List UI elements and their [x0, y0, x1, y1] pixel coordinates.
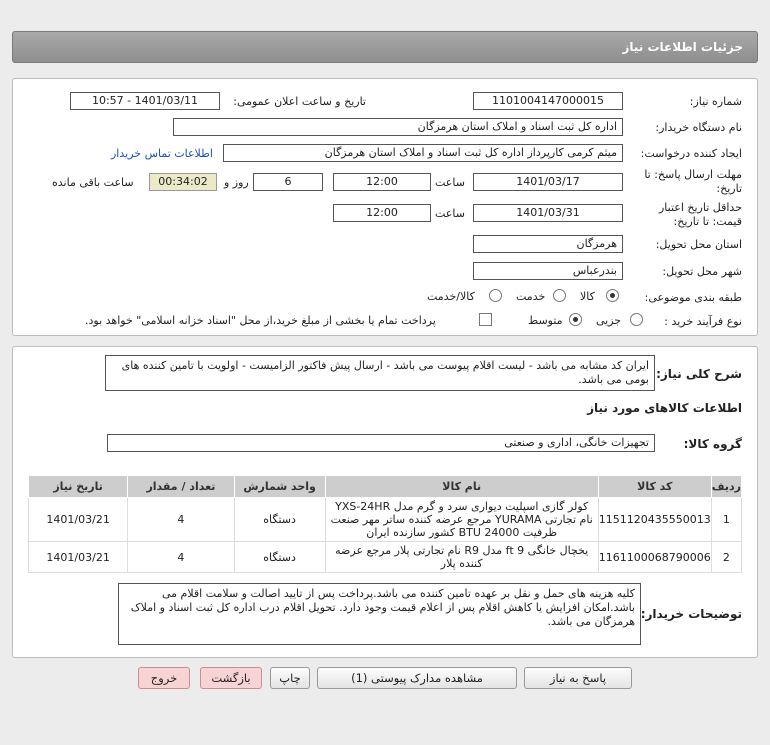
cell-qty: 4: [128, 498, 234, 542]
days-label: روز و: [224, 176, 249, 189]
remaining-label: ساعت باقی مانده: [52, 176, 134, 189]
col-name: نام کالا: [325, 476, 598, 498]
col-code: کد کالا: [598, 476, 711, 498]
process-label: نوع فرآیند خرید :: [664, 315, 742, 328]
days-field: 6: [253, 173, 323, 191]
exit-button[interactable]: خروج: [138, 667, 190, 689]
col-date: تاریخ نیاز: [29, 476, 128, 498]
print-button[interactable]: چاپ: [270, 667, 310, 689]
province-label: استان محل تحویل:: [655, 238, 742, 251]
category-radio-goods-service[interactable]: [489, 289, 502, 302]
category-service-label: خدمت: [516, 290, 546, 303]
buyer-notes-field: کلیه هزینه های حمل و نقل بر عهده تامین کننده می باشد.پرداخت پس از تایید اصالت و سلامت اقلام می باشد.امکان افزایش یا کاهش اقلام پس از اعلام قیمت وجود دارد. تحویل اقلام درب اداره کل ثبت اسناد و املاک هرمزگان می باشد.: [118, 583, 641, 645]
buyer-field: اداره کل ثبت اسناد و املاک استان هرمزگان: [173, 118, 623, 136]
buyer-label: نام دستگاه خریدار:: [655, 121, 742, 134]
need-number-label: شماره نیاز:: [689, 95, 742, 108]
process-minor-label: جزیی: [596, 314, 622, 327]
announce-field: 1401/03/11 - 10:57: [70, 92, 220, 110]
general-desc-label: شرح کلی نیاز:: [656, 367, 742, 381]
cell-qty: 4: [128, 542, 234, 573]
category-goods-service-label: کالا/خدمت: [427, 290, 475, 303]
category-radio-service[interactable]: [553, 289, 566, 302]
validity-label: حداقل تاریخ اعتبار: [658, 201, 742, 214]
category-radio-goods[interactable]: [606, 289, 619, 302]
treasury-payment-checkbox[interactable]: [479, 313, 492, 326]
city-field: بندرعباس: [473, 262, 623, 280]
view-attachments-button[interactable]: مشاهده مدارک پیوستی (1): [317, 667, 517, 689]
deadline-label-2: تاریخ:: [716, 182, 742, 195]
general-desc-field: ایران کد مشابه می باشد - لیست اقلام پیوست می باشد - ارسال پیش فاکتور الزامیست - اولویت با تامین کننده های بومی می باشد.: [105, 355, 655, 391]
col-qty: تعداد / مقدار: [128, 476, 234, 498]
cell-date: 1401/03/21: [29, 498, 128, 542]
validity-time-field: 12:00: [333, 204, 431, 222]
table-row: [29, 498, 742, 542]
deadline-time-field: 12:00: [333, 173, 431, 191]
need-number-field: 1101004147000015: [473, 92, 623, 110]
reply-button[interactable]: پاسخ به نیاز: [524, 667, 632, 689]
goods-table: [28, 475, 742, 573]
cell-code: 1161100068790006: [598, 542, 711, 573]
col-row: ردیف: [711, 476, 741, 498]
validity-label-2: قیمت: تا تاریخ:: [673, 215, 742, 228]
remaining-time-field: 00:34:02: [149, 173, 217, 191]
cell-name: یخچال خانگی 9 ft مدل R9 نام تجارتی پلار مرجع عرضه کننده پلار: [325, 542, 598, 573]
back-button[interactable]: بازگشت: [200, 667, 262, 689]
goods-group-label: گروه کالا:: [683, 437, 742, 451]
category-goods-label: کالا: [580, 290, 595, 303]
announce-label: تاریخ و ساعت اعلان عمومی:: [233, 95, 366, 108]
cell-unit: دستگاه: [234, 498, 325, 542]
cell-unit: دستگاه: [234, 542, 325, 573]
cell-row: 2: [711, 542, 741, 573]
col-unit: واحد شمارش: [234, 476, 325, 498]
creator-label: ایجاد کننده درخواست:: [640, 147, 742, 160]
process-radio-medium[interactable]: [569, 313, 582, 326]
page-header: [12, 31, 758, 63]
cell-date: 1401/03/21: [29, 542, 128, 573]
deadline-time-label: ساعت: [435, 176, 465, 189]
table-header-row: [29, 476, 742, 498]
city-label: شهر محل تحویل:: [662, 265, 742, 278]
process-medium-label: متوسط: [528, 314, 563, 327]
process-radio-minor[interactable]: [630, 313, 643, 326]
table-row: [29, 542, 742, 573]
province-field: هرمزگان: [473, 235, 623, 253]
page-title: جزئیات اطلاعات نیاز: [622, 40, 743, 54]
creator-field: میثم کرمی کارپرداز اداره کل ثبت اسناد و املاک استان هرمزگان: [223, 144, 623, 162]
validity-date-field: 1401/03/31: [473, 204, 623, 222]
deadline-label: مهلت ارسال پاسخ: تا: [644, 168, 742, 181]
buyer-notes-label: توضیحات خریدار:: [640, 607, 742, 621]
cell-code: 1151120435550013: [598, 498, 711, 542]
goods-info-title: اطلاعات کالاهای مورد نیاز: [587, 401, 742, 415]
contact-buyer-link[interactable]: اطلاعات تماس خریدار: [111, 147, 213, 160]
validity-time-label: ساعت: [435, 207, 465, 220]
deadline-date-field: 1401/03/17: [473, 173, 623, 191]
cell-row: 1: [711, 498, 741, 542]
cell-name: کولر گازی اسپلیت دیواری سرد و گرم مدل YXS-24HR نام تجارتی YURAMA مرجع عرضه کننده ساتر مهر صنعت ظرفیت BTU 24000 کشور سازنده ایران: [325, 498, 598, 542]
category-label: طبقه بندی موضوعی:: [644, 291, 742, 304]
goods-group-field: تجهیزات خانگی، اداری و صنعتی: [107, 434, 655, 452]
treasury-payment-note: پرداخت تمام یا بخشی از مبلغ خرید،از محل "اسناد خزانه اسلامی" خواهد بود.: [85, 314, 436, 327]
